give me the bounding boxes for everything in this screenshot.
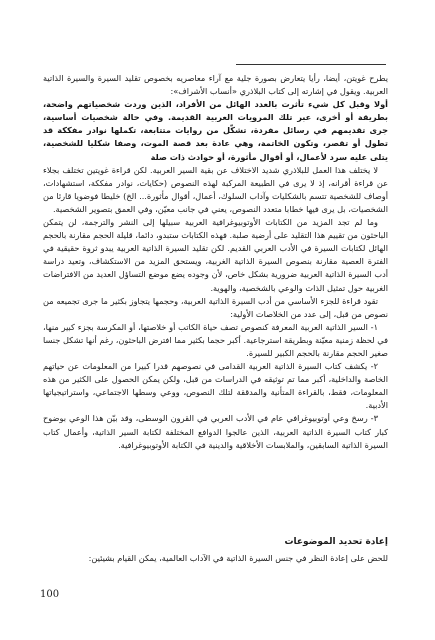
paragraph-3: لا يختلف هذا العمل للبلاذري شديد الاختلاف عن بقية السير العربية. لكن قراءة غويتين تختلف بجلاء عن قراءة أقرانه، إذ لا يرى في الطبيعة المركبة لهذه النصوص (حكايات، نوادر مفككة، استشهادات، أوصاف للشخصية تتسم بالشكليات وآداب السلوك، أعمال، أقوال مأثورة... الخ) خليطا فوضويا قارئا من الشخصيات، بل يرى فيها خطابا متعدد النصوص، يعني في جانب معيّن، وفي العمق بتصوير الشخصية. [43,164,388,214]
quote-paragraph: أولا وقبل كل شيء تأثرت بالعدد الهائل من الأفراد، الذين وردت شخصياتهم واضحة، بطريقة أو أخرى، عبر تلك المرويات العربية القديمة. وفي حالة شخصيات أساسية، جرى تقديمهم في رسائل مفردة، تشكّل من روايات متتابعة، تكملها نوادر مفككة قد تطول أو تقصر، وتكون الخاتمة، وهي عادة بعد قصة الموت، وصفا شكليا للشخصية، يتلى عليه سرد لأعمال، أو أقوال مأثورة، أو حوادث ذات صلة [43,99,388,162]
section-heading: إعادة تحديد الموضوعات [284,537,388,547]
paragraph-4: وما لم تجد المزيد من الكتابات الأوتوبيوغرافية العربية سبيلها إلى النشر والترجمة، لن يتمكن الباحثون من تقييم هذا التقليد على أرضية صلبة. فهذه الكتابات ستبدو، دائما، قليلة الحجم مقارنة بالحجم الهائل لكتابات السيرة في الأدب العربي القديم. لكن تقليد السيرة الذاتية العربية يبدو ثروة حقيقية في الفترة العصية مقارنة بنصوص السيرة الذاتية الغربية، ويستحق المزيد من الاستكشاف، وتعيد دراسة أدب السيرة الذاتية العربية ضرورية بشكل خاص، لأن وجوده يضع موضع التساؤل العديد من الافتراضات الغربية حول تمثيل الذات والوعي بالشخصية، والهوية. [42,217,388,293]
top-rule [236,64,386,65]
body-text [43,72,388,452]
paragraph-5: تقود قراءة للجزء الأساسي من أدب السيرة الذاتية العربية، وحجمها يتجاوز بكثير ما جرى تجميعه من نصوص من قبل، إلى عدد من الخلاصات الأولية: [43,295,388,319]
section-intro: للحض على إعادة النظر في جنس السيرة الذاتية في الآداب العالمية، يمكن القيام بشيئين: [88,553,388,563]
page-number: 100 [40,589,60,600]
conclusion-item-1: ١- السير الذاتية العربية المعرفة كنصوص تصف حياة الكاتب أو خلاصتها، أو المكرسة بجزء كبير منها، في لحظة زمنية معيّنة وبطريقة استرجاعية. أكبر حجما بكثير مما افترض الباحثون، رغم أنها تشكل جنسا صغير الحجم مقارنة بالحجم الكبير للسيرة. [43,321,388,358]
conclusion-item-2: ٢- يكشف كتاب السيرة الذاتية العربية القدامى في نصوصهم قدرا كبيرا من المعلومات عن حياتهم الخاصة والداخلية، أكبر مما تم توثيقه في الدراسات من قبل، ولكن يمكن الحصول على الكثير من هذه المعلومات، فقط، بالقراءة المتأنية والمدققة لتلك النصوص، ووعي وسطها الاجتماعي، واستراتيجياتها الأدبية. [43,361,388,411]
conclusion-item-3: ٣- رسخ وعي أوتوبيوغرافي عام في الأدب العربي في القرون الوسطى، وقد بيّن هذا الوعي بوضوح كبار كتاب السيرة الذاتية العربية، الذين عالجوا الدوافع المختلفة لكتابة السير الذاتية، وأعمال كتاب السيرة الذاتية السابقين، والملابسات الأخلاقية والدينية في الكتابة الأوتوبيوغرافية. [43,413,388,450]
paragraph-1: يطرح غويتن، أيضا، رأيا يتعارض بصورة جلية مع آراء معاصريه بخصوص تقليد السيرة والسيرة الذاتية العربية. ويقول في إشارته إلى كتاب البلاذري «أنساب الأشراف»: [43,73,388,97]
